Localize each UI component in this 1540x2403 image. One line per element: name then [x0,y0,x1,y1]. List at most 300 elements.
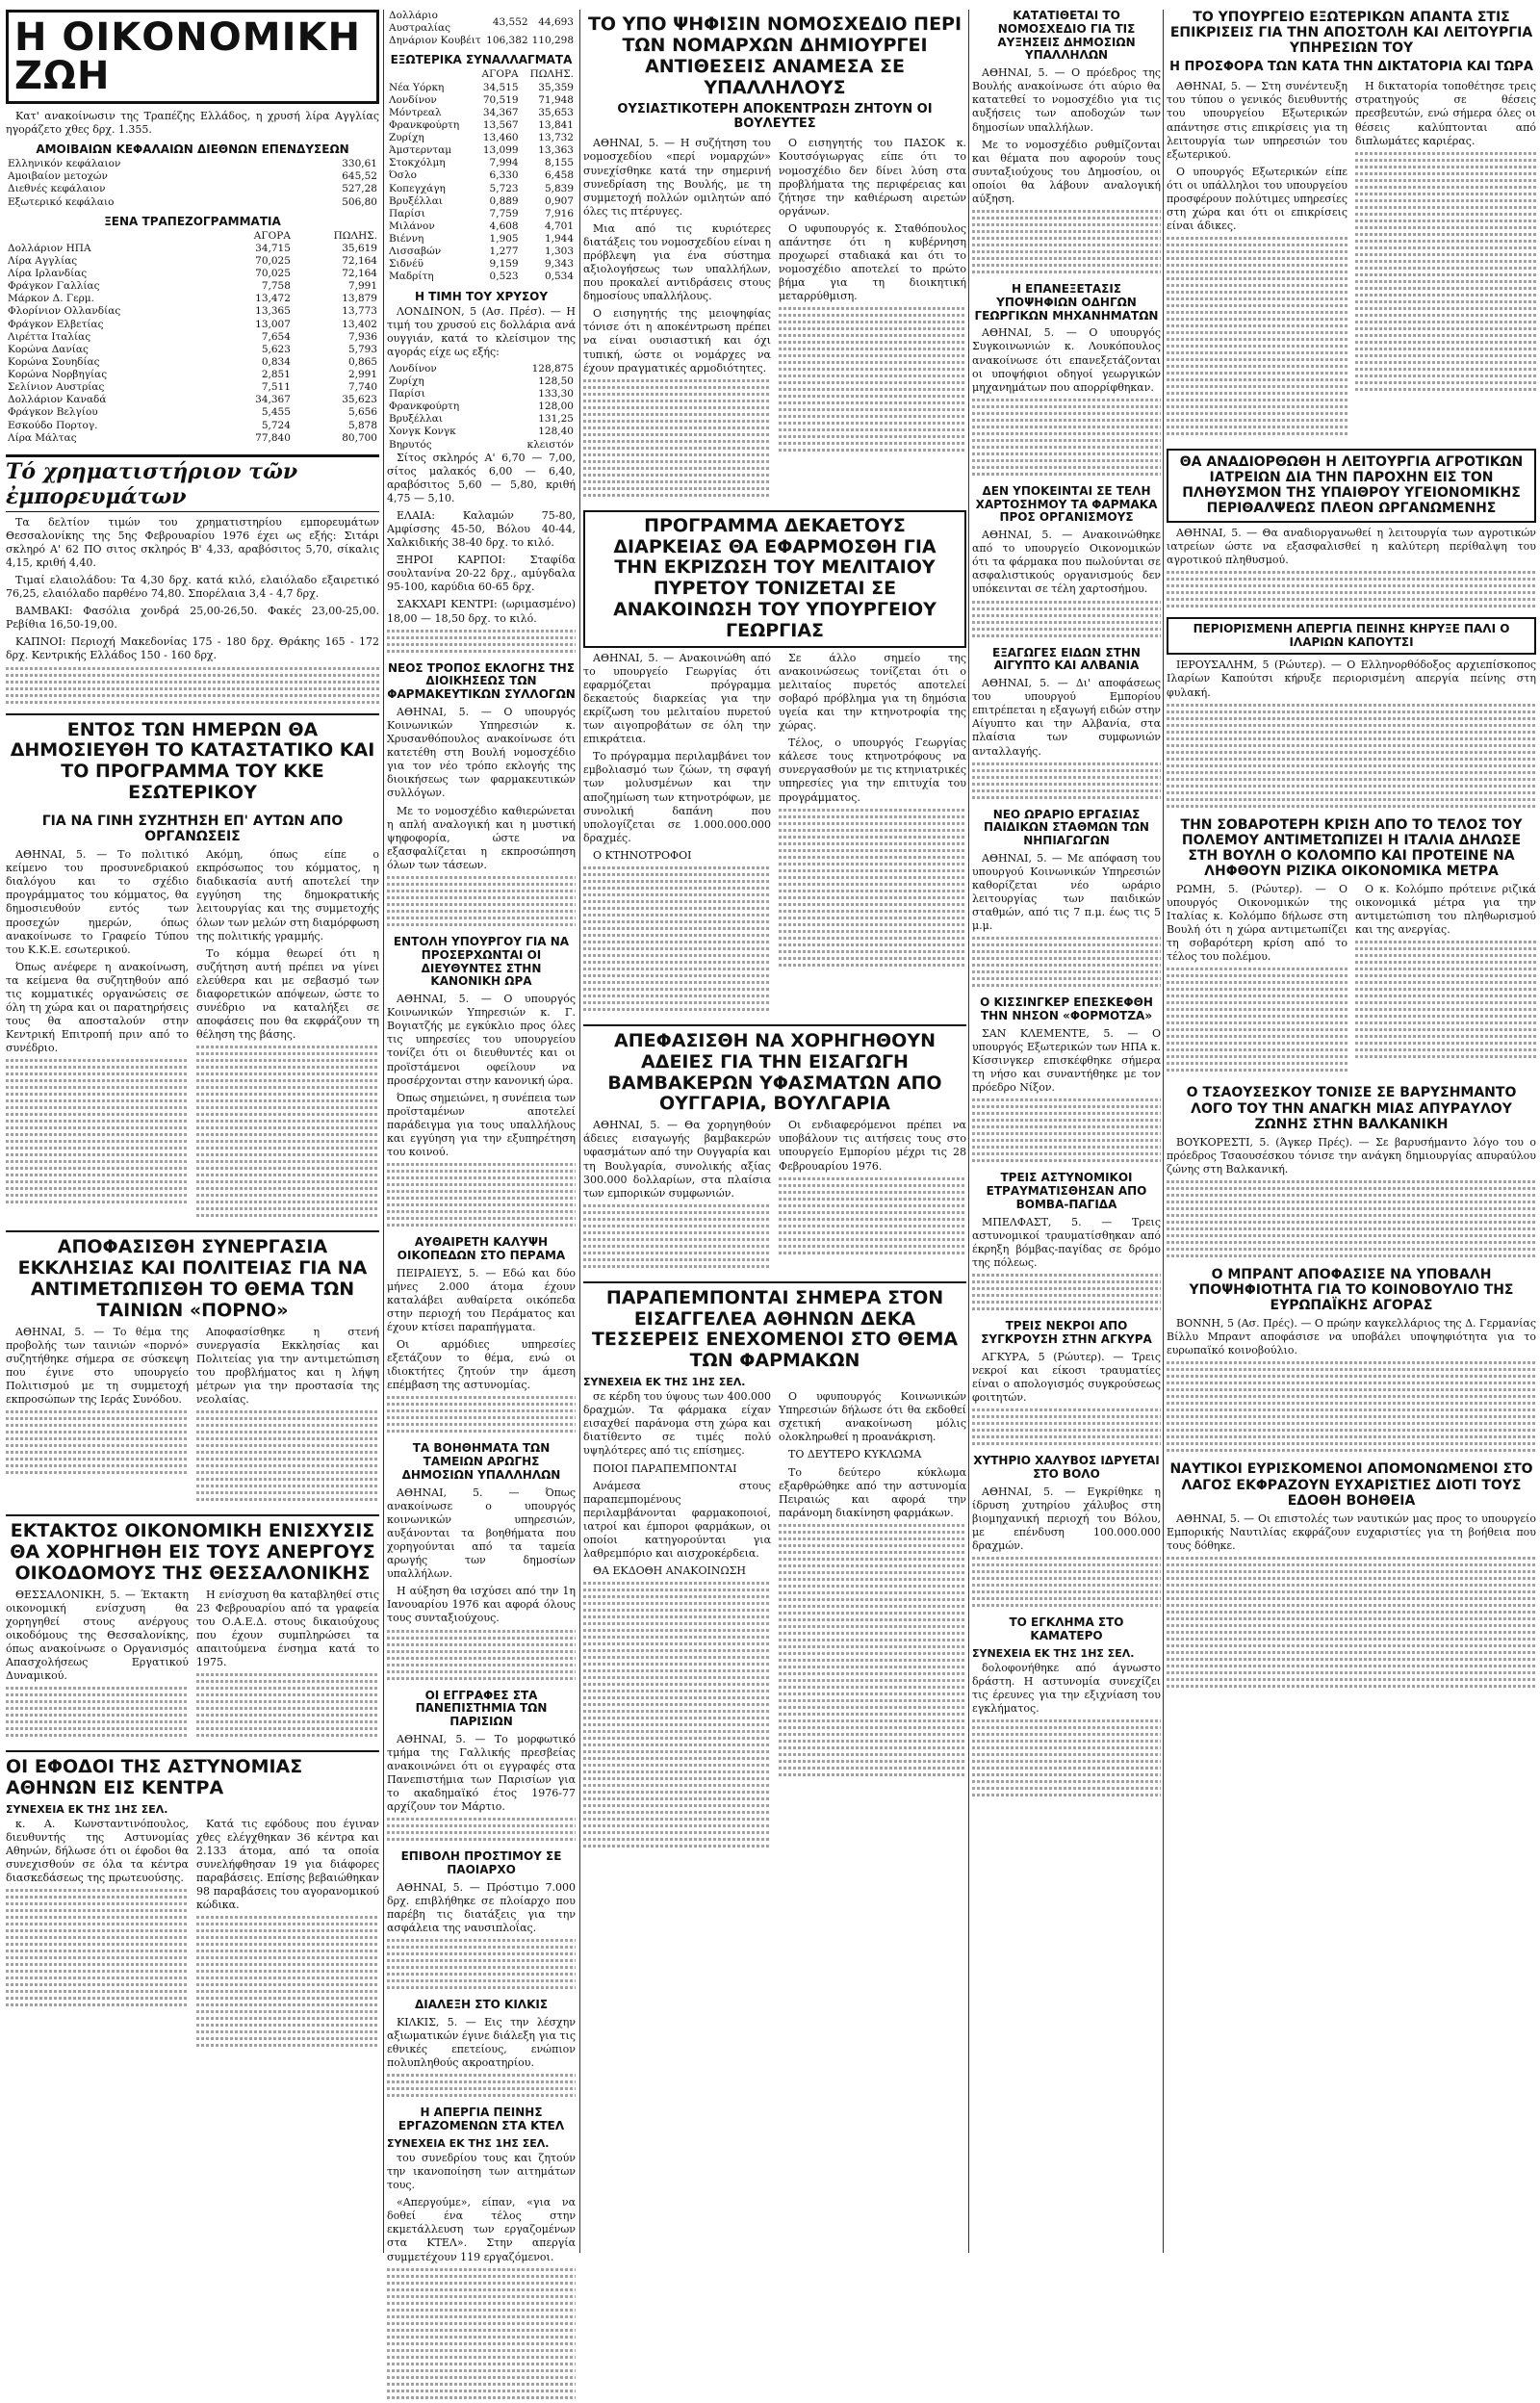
text-line [583,1831,771,1834]
rate-cell: 5,839 [544,182,574,194]
text-line [583,1642,771,1645]
rate-row [387,107,576,119]
text-line [1167,791,1536,794]
text-line [1167,378,1348,381]
text-line [6,1072,189,1075]
text-line [779,435,966,438]
text-line [196,1099,379,1102]
rate-cell: Λισσαβών [389,245,442,258]
text-line [1167,1008,1348,1011]
text-line [387,1657,576,1660]
headline-rural: ΘΑ ΑΝΑΔΙΟΡΘΩΘΗ Η ΛΕΙΤΟΥΡΓΙΑ ΑΓΡΟΤΙΚΩΝ ΙΑΤΡΕΙΩΝ ΔΙΑ ΤΗΝ ΠΑΡΟΧΗΝ ΕΙΣ ΤΟΝ ΠΛΗΘΥΣΜΟΝ ΤΗΣ ΥΠΑΙΘΡΟΥ ΥΓΕΙΟΝΟΜΙΚΗΣ ΠΕΡΙΘΑΛΨΕΩΣ ΠΛΕΟΝ ΩΡΓΑΝΩΜΕΝΗΣ [1167,449,1536,522]
text-line [1167,1035,1348,1038]
text-line [196,1194,379,1197]
rate-cell: 35,623 [342,394,377,406]
text-line [583,420,771,423]
text-line [972,217,1161,220]
text-line [1167,1563,1536,1566]
text-line [6,681,379,684]
ex-table [387,68,576,283]
gold-text: ΛΟΝΔΙΝΟΝ, 5 (Ασ. Πρέσ). — Η τιμή του χρυσού εις δολλάρια ανά ουγγιάν, κατά το κλείσιμον της αγοράς είχε ως εξής: [387,304,576,358]
text-line [1355,287,1536,290]
text-line [1167,426,1348,428]
text-line [972,1159,1161,1162]
text-line [1355,273,1536,276]
text-line [1167,358,1348,361]
text-line [972,950,1161,953]
text-line [387,1952,576,1955]
text-line [196,1977,379,1979]
text-line [1355,968,1536,970]
text-line [972,432,1161,435]
text-line [1355,280,1536,283]
article-paragraph: Σίτος σκληρός Α' 6,70 — 7,00, σίτος μαλακός 6,00 — 6,40, αραβόσιτος 5,60 — 5,80, κριθή 4,75 — 5,10. [387,451,576,504]
headline-bomb: ΤΡΕΙΣ ΑΣΤΥΝΟΜΙΚΟΙ ΕΤΡΑΥΜΑΤΙΣΘΗΣΑΝ ΑΠΟ ΒΟΜΒΑ-ΠΑΓΙΔΑ [986,1171,1147,1212]
text-line [1355,947,1536,950]
text-line [583,426,771,429]
headline-steel: ΧΥΤΗΡΙΟ ΧΑΛΥΒΟΣ ΙΔΡΥΕΤΑΙ ΣΤΟ ΒΟΛΟ [973,1454,1160,1481]
article-paragraph: ΑΘΗΝΑΙ, 5. — Ανακοινώθηκε από το υπουργείο Οικονομικών ότι τα φάρμακα που πωλούνται σε ασφαλιστικούς οργανισμούς δεν υπόκεινται σε τέλη χαρτοσήμου. [972,529,1161,596]
rate-cell: Στοκχόλμη [389,157,446,169]
article-paragraph: Ακόμη, όπως είπε ο εκπρόσωπος του κόμματος, η διαδικασία αυτή αποτελεί την εγγύηση της δημοκρατικής λειτουργίας και της συμμετοχής όλων των μελών στη διαμόρφωση της πολιτικής γραμμής. [196,848,379,943]
headline-police: ΟΙ ΕΦΟΔΟΙ ΤΗΣ ΑΣΤΥΝΟΜΙΑΣ ΑΘΗΝΩΝ ΕΙΣ ΚΕΝΤΡΑ [6,1750,379,1799]
rate-cell: 5,878 [347,419,377,431]
text-line [387,1190,576,1193]
text-line [972,1274,1161,1277]
text-line [583,1582,771,1585]
text-line [1167,1042,1348,1045]
text-line [1355,381,1536,384]
text-line [196,1046,379,1048]
text-line [779,842,966,845]
text-line [6,1120,189,1123]
market-title: Τό χρηματιστήριον τῶν ἐμπορευμάτων [6,454,379,512]
text-line [972,1604,1161,1607]
text-line [1355,179,1536,182]
rate-cell: 13,472 [255,293,291,305]
text-line [583,406,771,409]
text-line [6,1889,189,1892]
text-line [387,1409,576,1412]
text-line [196,1943,379,1946]
rate-row [387,413,576,426]
rate-cell: 128,50 [538,375,574,387]
text-line [583,1717,771,1719]
rate-cell: 5,724 [261,419,291,431]
text-line [972,1442,1161,1445]
rate-cell: Σιδνέϋ [389,258,424,271]
text-line [1355,1028,1536,1031]
rate-cell: 13,099 [482,144,519,157]
text-line [387,2383,576,2386]
text-line [972,1794,1161,1796]
text-line [196,1950,379,1952]
text-line [583,880,771,883]
text-line [972,1570,1161,1573]
text-line [387,2094,576,2097]
rate-cell: 7,511 [261,381,291,394]
text-line [972,776,1161,779]
text-line [583,1797,771,1800]
text-line [6,674,379,677]
text-line [1355,159,1536,162]
text-line [1167,1254,1536,1257]
text-line [583,1204,771,1207]
article-paragraph: ΑΘΗΝΑΙ, 5. — Το μορφωτικό τμήμα της Γαλλικής πρεσβείας ανακοινώνει ότι οι εγγραφές στα Πανεπιστήμια των Παρισίων για το ακαδημαϊκό έτος 1976-77 αρχίζουν τον Μάρτιο. [387,1732,576,1814]
text-line [972,607,1161,610]
text-line [196,1437,379,1440]
rate-row [387,233,576,245]
text-line [583,1824,771,1827]
rate-cell: 13,007 [255,318,291,330]
continued-drugs: ΣΥΝΕΧΕΙΑ ΕΚ ΤΗΣ 1ΗΣ ΣΕΛ. [583,1376,746,1389]
rate-row [6,170,379,183]
rate-row [6,331,379,344]
text-line [583,1764,771,1767]
text-line [972,984,1161,987]
rate-cell: 70,025 [255,254,291,267]
text-line [1355,321,1536,323]
text-line [1167,1590,1536,1593]
text-line [6,1201,189,1203]
text-line [196,1140,379,1143]
article-paragraph: ΣΑΚΧΑΡΙ ΚΕΝΤΡΙ: (ωριμασμένο) 18,00 — 18,50 δρχ. το κιλό. [387,598,576,625]
text-line [1167,385,1348,388]
text-line [1167,1429,1536,1432]
text-line [1167,737,1536,740]
headline-funds: ΤΑ ΒΟΗΘΗΜΑΤΑ ΤΩΝ ΤΑΜΕΙΩΝ ΑΡΩΓΗΣ ΔΗΜΟΣΙΩΝ ΥΠΑΛΛΗΛΩΝ [401,1441,561,1482]
rates-right-table [387,10,576,47]
article-paragraph: ΑΘΗΝΑΙ, 5. — Η συζήτηση του νομοσχεδίου «περί νομαρχών» συνεχίσθηκε κατά την σημερινή συνεδρίαση της Βουλής, με τη συμμετοχή πολλών ομιλητών από όλες τις πτέρυγες. [583,137,771,218]
text-line [779,950,966,953]
text-line [6,1140,189,1143]
text-line [583,887,771,890]
text-line [779,1564,966,1567]
text-line [583,1211,771,1214]
text-line [1355,186,1536,189]
text-line [6,701,379,704]
text-line [583,981,771,984]
text-line [387,1183,576,1186]
rate-cell: 9,343 [544,258,574,271]
text-line [1167,351,1348,354]
text-line [583,487,771,490]
text-line [1355,361,1536,364]
text-line [972,1577,1161,1580]
rate-cell: 34,515 [482,81,519,93]
article-paragraph: ΑΘΗΝΑΙ, 5. — Εγκρίθηκε η ίδρυση χυτηρίου χάλυβος στη βιομηχανική περιοχή του Βόλου, με επένδυση 100.000.000 δραχμών. [972,1485,1161,1552]
text-line [387,2315,576,2318]
text-line [1167,1651,1536,1654]
text-line [1167,1631,1536,1634]
text-line [972,1119,1161,1122]
article-paragraph: Τιμαί ελαιολάδου: Τα 4,30 δρχ. κατά κιλό, ελαιόλαδο εξαιρετικό 76,25, ελαιόλαδο παρθένο 74,80. Σπορέλαια 3,4 - 4,7 δρχ. [6,574,379,601]
rate-cell: 80,700 [342,431,377,444]
text-line [6,1174,189,1176]
text-line [583,1595,771,1598]
text-line [972,783,1161,786]
rate-cell: 6,330 [489,169,519,182]
text-line [387,636,576,639]
text-line [972,614,1161,617]
article-paragraph: ΑΘΗΝΑΙ, 5. — Οι επιστολές των ναυτικών μας προς το υπουργείο Εμπορικής Ναυτιλίας εκφράζουν ευχαριστίες για τη βοήθεια που τους δόθηκε. [1167,1512,1536,1552]
text-line [1355,941,1536,943]
text-line [387,1423,576,1426]
text-line [972,1098,1161,1101]
rate-cell: 72,164 [342,254,377,267]
text-line [1167,1375,1536,1378]
rate-cell: 34,367 [482,106,519,118]
article-paragraph: Ανάμεσα στους παραπεμπομένους περιλαμβάνονται φαρμακοποιοί, ιατροί και έμποροι φαρμάκων, οι οποίοι κατηγορούνται για λαθρεμπόριο και αισχροκέρδεια. [583,1479,771,1561]
rate-row [387,363,576,375]
text-line [779,917,966,919]
text-line [1167,578,1536,581]
headline-exports: ΕΞΑΓΩΓΕΣ ΕΙΔΩΝ ΣΤΗΝ ΑΙΓΥΠΤΟ ΚΑΙ ΑΛΒΑΝΙΑ [992,645,1141,673]
text-line [6,1147,189,1150]
text-line [1167,571,1536,574]
rate-row [6,183,379,195]
text-line [972,970,1161,973]
text-line [779,1672,966,1675]
rate-cell: Λίρα Ιρλανδίας [8,268,88,280]
rate-cell: Μόντρεαλ [389,106,442,118]
text-line [779,957,966,960]
text-line [779,1652,966,1655]
text-line [387,1643,576,1646]
text-line [583,1723,771,1726]
text-line [779,1531,966,1534]
text-line [779,1231,966,1234]
text-line [583,467,771,470]
text-line [779,1184,966,1187]
text-line [583,914,771,917]
text-line [972,1307,1161,1310]
text-line [196,1106,379,1109]
rate-cell: 5,623 [261,343,291,355]
rate-cell: Λονδίνον [389,93,437,106]
rate-cell: Ζυρίχη [389,375,424,387]
text-line [972,1590,1161,1593]
text-line [1167,1597,1536,1600]
text-line [196,1498,379,1501]
text-line [1355,1042,1536,1045]
rate-row [6,305,379,318]
text-line [583,954,771,957]
text-line [1167,338,1348,341]
text-line [1167,1408,1536,1411]
rate-cell: 0,907 [544,194,574,207]
text-line [972,1301,1161,1304]
text-line [1167,257,1348,260]
text-line [583,1265,771,1268]
text-line [1355,375,1536,377]
headline-cotton: ΑΠΕΦΑΣΙΣΘΗ ΝΑ ΧΟΡΗΓΗΘΟΥΝ ΑΔΕΙΕΣ ΓΙΑ ΤΗΝ ΕΙΣΑΓΩΓΗ ΒΑΜΒΑΚΕΡΩΝ ΥΦΑΣΜΑΤΩΝ ΑΠΟ ΟΥΓΓΑΡΙΑ, ΒΟΥΛΓΑΡΙΑ [583,1024,966,1115]
text-line [1167,591,1536,594]
continued-hunger: ΣΥΝΕΧΕΙΑ ΕΚ ΤΗΣ 1ΗΣ ΣΕΛ. [387,2137,550,2151]
text-line [6,1464,189,1467]
text-line [387,1203,576,1206]
text-line [779,1218,966,1221]
text-line [1355,1001,1536,1004]
rate-cell: 13,732 [538,132,574,143]
rate-row [6,356,379,369]
text-line [779,1591,966,1594]
subhead-nomarchs: ΟΥΣΙΑΣΤΙΚΟΤΕΡΗ ΑΠΟΚΕΝΤΡΩΣΗ ΖΗΤΟΥΝ ΟΙ ΒΟΥΛΕΥΤΕΣ [617,102,933,132]
rate-cell: Κορώνα Νορβηγίας [8,369,108,381]
text-line [1167,1368,1536,1371]
text-line [1167,1201,1536,1203]
article-paragraph: Με το νομοσχέδιο ρυθμίζονται και θέματα που αφορούν τους συνταξιούχους του Δημοσίου, οι οποίοι θα λάβουν αναλογική αύξηση. [972,138,1161,205]
text-line [196,1072,379,1075]
article-paragraph: Μια από τις κυριότερες διατάξεις του νομοσχεδίου είναι η πρόβλεψη για ένα σύστημα αξιολογήσεως των υπαλλήλων, που προκαλεί αντιδράσεις στους δημοσίους υπαλλήλους. [583,221,771,303]
rate-row [6,381,379,394]
ex-col-sell: ΠΩΛΗΣ. [529,68,574,81]
text-line [779,1699,966,1702]
rate-cell: 0,865 [347,355,377,368]
headline-nursery: ΝΕΟ ΩΡΑΡΙΟ ΕΡΓΑΣΙΑΣ ΠΑΙΔΙΚΩΝ ΣΤΑΘΜΩΝ ΤΩΝ ΝΗΠΙΑΓΩΓΩΝ [984,807,1149,848]
text-line [1167,284,1348,287]
text-line [196,2017,379,2020]
rate-cell: 4,701 [544,220,574,232]
text-line [779,836,966,839]
text-line [583,1636,771,1639]
text-line [387,2268,576,2271]
text-line [972,1733,1161,1736]
column-3 [583,10,966,1851]
text-line [6,2003,189,2006]
text-line [1355,1008,1536,1011]
rate-cell: 0,534 [544,271,574,283]
text-line [779,964,966,967]
rate-row [387,400,576,413]
text-line [1167,1021,1348,1024]
text-line [196,1458,379,1460]
continued-crime: ΣΥΝΕΧΕΙΑ ΕΚ ΤΗΣ 1ΗΣ ΣΕΛ. [972,1646,1135,1660]
text-line [196,2037,379,2040]
text-line [972,439,1161,442]
text-line [583,1589,771,1591]
text-line [196,1720,379,1723]
text-line [779,1760,966,1763]
text-line [6,1417,189,1420]
rate-row [387,157,576,169]
text-line [972,1760,1161,1763]
text-line [779,1238,966,1241]
text-line [387,903,576,906]
text-line [972,1146,1161,1149]
text-line [387,643,576,646]
rate-row [6,243,379,255]
text-line [1355,294,1536,297]
text-line [583,400,771,402]
text-line [583,893,771,896]
rate-cell: Φράγκον Βελγίου [8,406,98,419]
text-line [583,1001,771,1004]
text-line [972,1584,1161,1587]
text-line [1167,711,1536,713]
text-line [196,1687,379,1690]
ex-col-buy: ΑΓΟΡΑ [481,68,519,81]
text-line [779,307,966,310]
text-line [972,264,1161,267]
text-line [583,1225,771,1227]
text-line [779,937,966,940]
text-line [196,1485,379,1487]
text-line [196,1963,379,1966]
text-line [1355,368,1536,371]
rate-cell: Σελίνιον Αυστρίας [8,381,105,394]
text-line [779,1726,966,1729]
article-paragraph: Οι ενδιαφερόμενοι πρέπει να υποβάλουν τις αιτήσεις τους στο υπουργείο Εμπορίου μέχρι τις 28 Φεβρουαρίου 1976. [779,1119,966,1173]
rate-cell: Φρανκφούρτη [389,400,460,413]
text-line [779,1578,966,1581]
text-line [1167,724,1536,727]
rate-cell: Μιλάνον [389,220,435,232]
rate-row [6,369,379,381]
text-line [583,453,771,456]
text-line [583,480,771,483]
text-line [6,1086,189,1089]
text-line [1167,717,1536,720]
text-line [972,1773,1161,1776]
rate-cell: Παρίσι [389,207,425,220]
text-line [1355,314,1536,317]
text-line [779,334,966,337]
text-line [1167,1402,1536,1405]
text-line [387,917,576,919]
rate-row [6,406,379,419]
text-line [196,1174,379,1176]
text-line [6,1444,189,1447]
article-paragraph: ΑΘΗΝΑΙ, 5. — Το πολιτικό κείμενο του προσυνεδριακού διαλόγου και το σχέδιο προγράμματος του κόμματος, θα δημοσιευθούν εντός των προσεχών ημερών, όπως ανακοίνωσε το Γραφείο Τύπου του Κ.Κ.Ε. εσωτερικού. [6,848,189,956]
text-line [6,1458,189,1460]
article-paragraph: ΑΘΗΝΑΙ, 5. — Όπως ανακοίνωσε ο υπουργός κοινωνικών υπηρεσιών, αυξάνονται τα βοηθήματα που χορηγούνται από τα ταμεία αρωγής των δημοσίων υπαλλήλων. [387,1486,576,1581]
text-line [1167,1638,1536,1641]
rate-cell: Λίρα Αγγλίας [8,254,78,267]
text-line [196,1147,379,1150]
text-line [387,1670,576,1673]
text-line [196,1707,379,1710]
text-line [779,388,966,391]
text-line [779,1198,966,1201]
text-line [1167,1388,1536,1391]
text-line [1355,233,1536,236]
text-line [972,1557,1161,1560]
text-line [972,405,1161,408]
text-line [6,687,379,690]
text-line [6,1700,189,1703]
text-line [779,422,966,425]
text-line [196,1167,379,1170]
rate-cell: 7,994 [489,157,519,169]
rate-cell: 128,00 [538,400,574,413]
text-line [583,934,771,937]
text-line [972,1746,1161,1749]
article-paragraph: ΞΗΡΟΙ ΚΑΡΠΟΙ: Σταφίδα σουλτανίνα 20-22 δρχ., αμύγδαλα 95-100, καρύδια 60-65 δρχ. [387,554,576,594]
text-line [6,1929,189,1932]
text-line [1167,981,1348,984]
text-line [972,1726,1161,1729]
text-line [1167,271,1348,273]
text-line [972,250,1161,253]
text-line [1167,264,1348,267]
rate-cell: 1,277 [489,245,519,258]
text-line [6,1079,189,1082]
text-line [1167,311,1348,314]
text-line [387,1650,576,1653]
rate-cell: 5,723 [489,182,519,194]
text-line [387,2349,576,2352]
